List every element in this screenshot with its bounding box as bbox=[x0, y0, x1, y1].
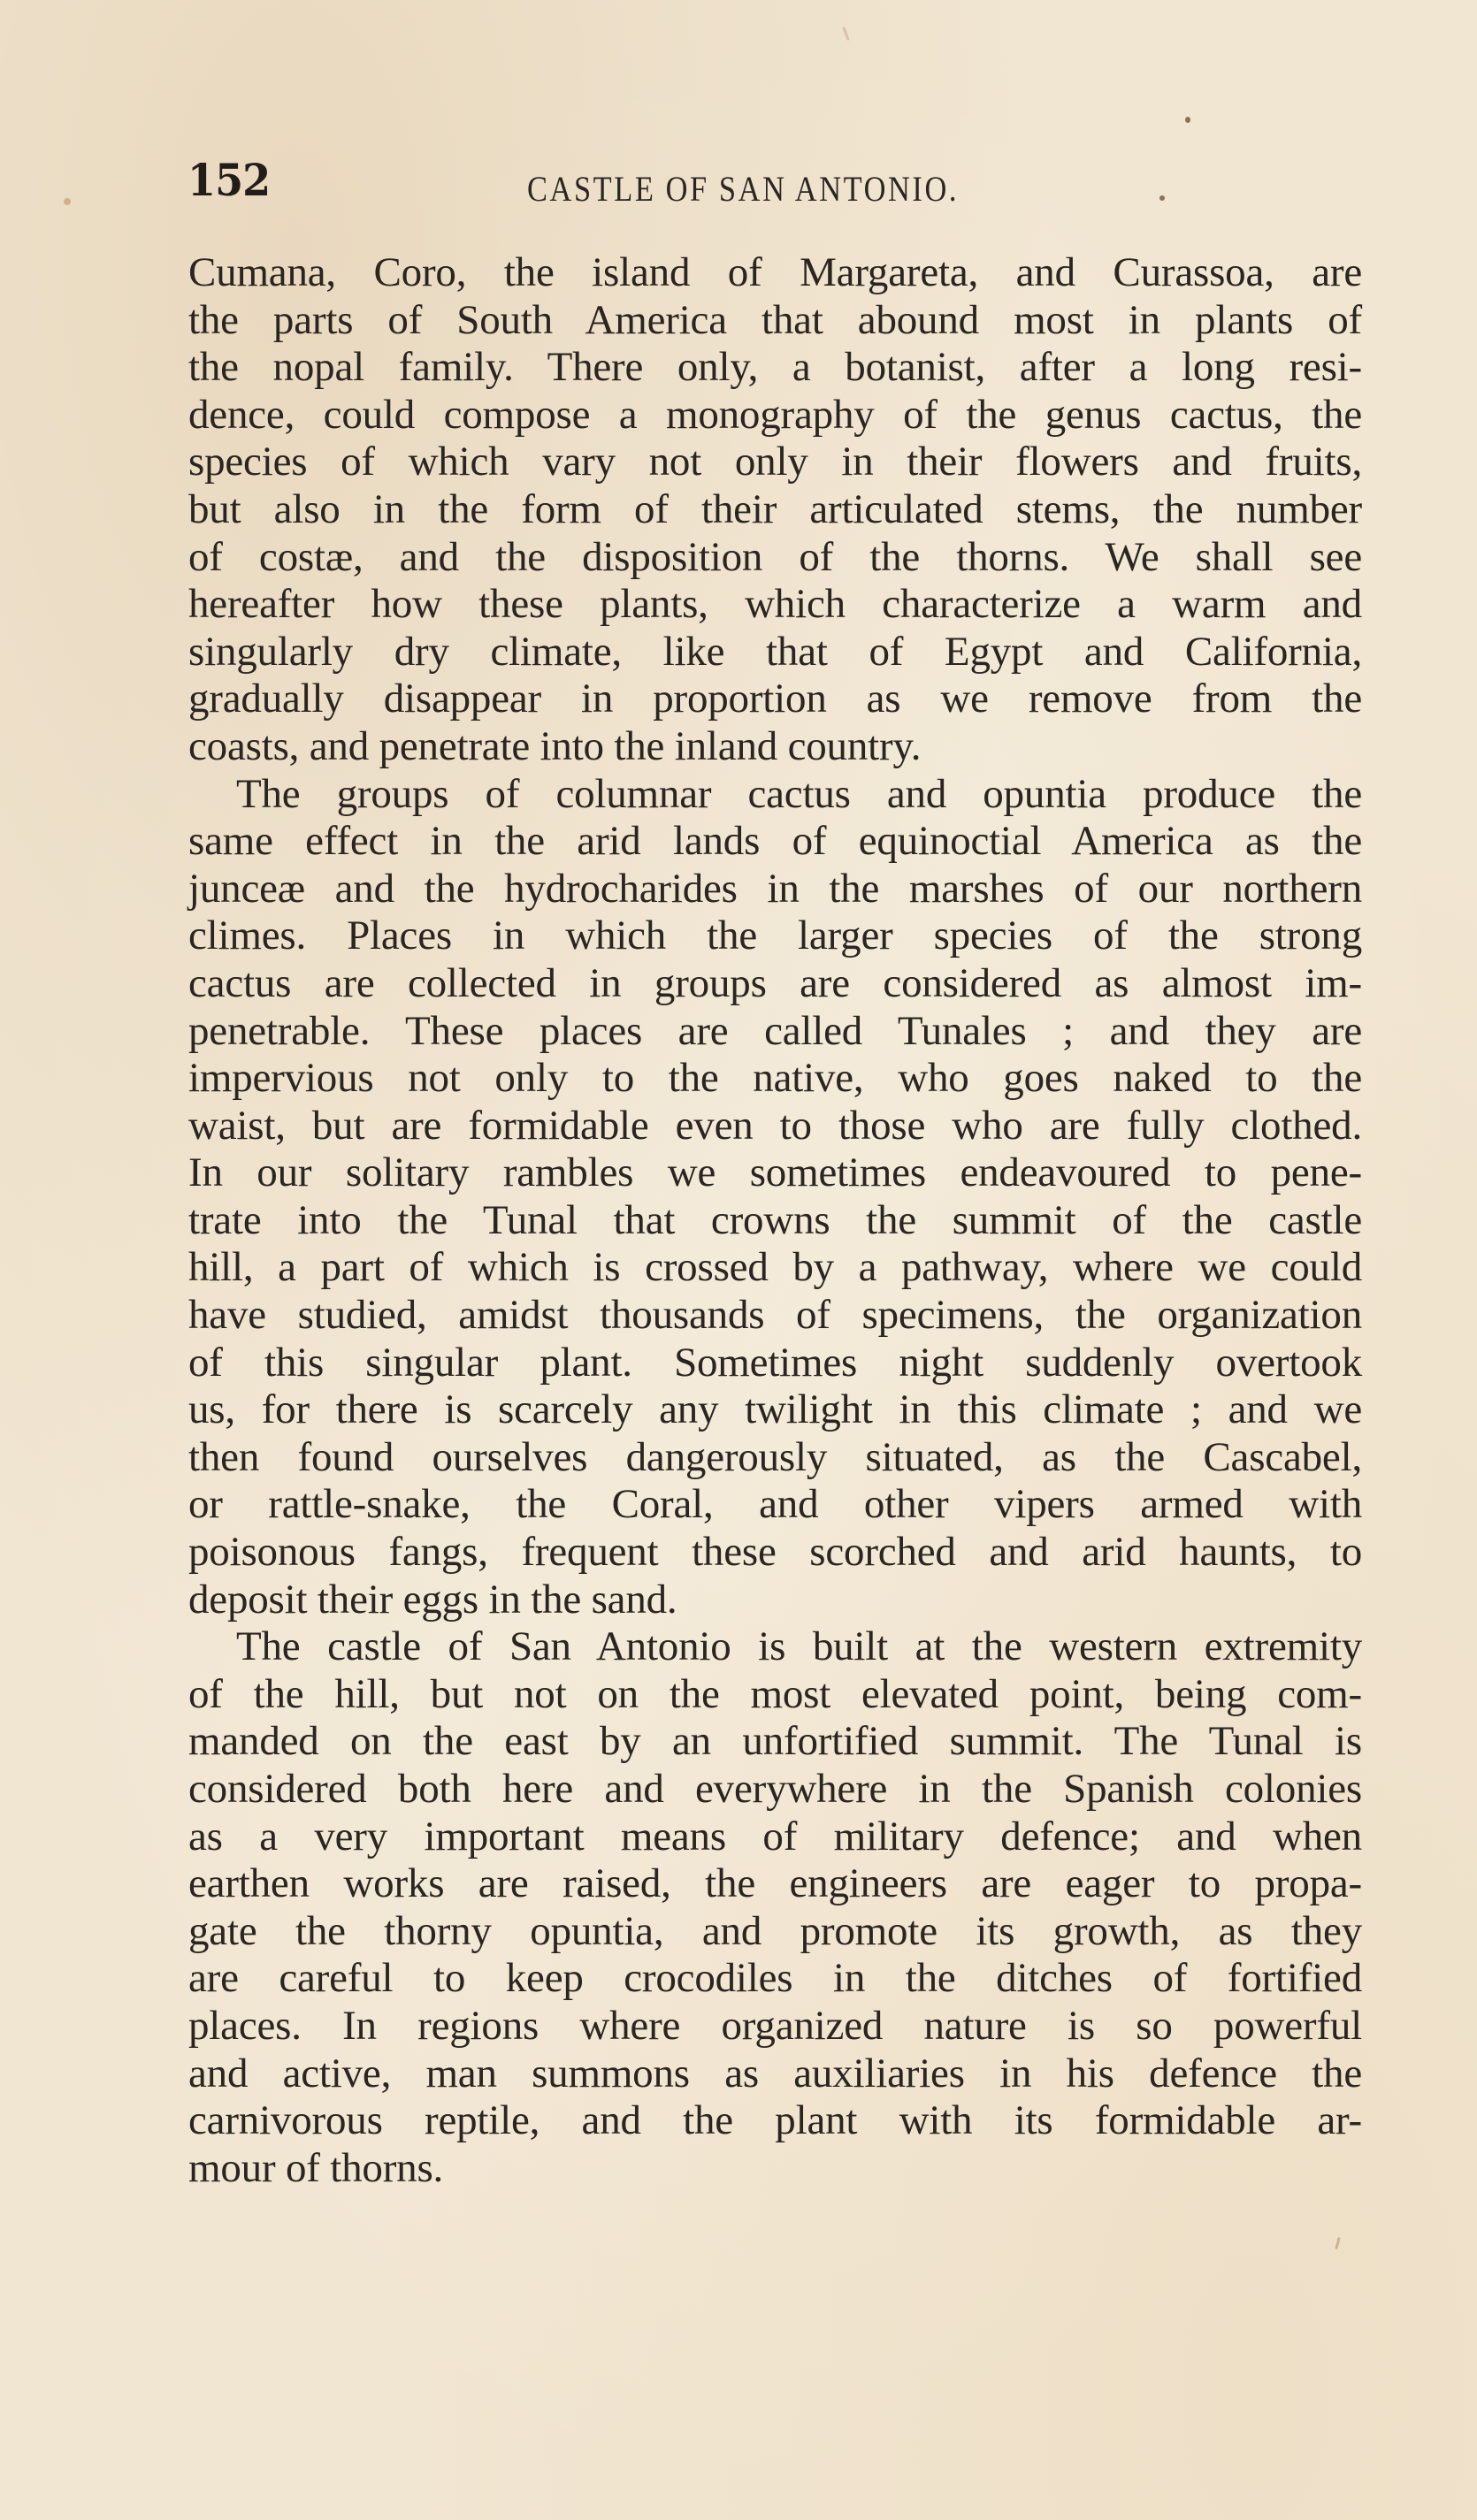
text-line: considered both here and everywhere in the Spanish colonies bbox=[188, 1766, 1362, 1812]
text-line: climes. Places in which the larger species of the strong bbox=[188, 913, 1362, 959]
body-text bbox=[188, 249, 1362, 2192]
text-line: are careful to keep crocodiles in the ditches of fortified bbox=[188, 1955, 1362, 2002]
paragraph bbox=[188, 249, 1362, 771]
text-line: coasts, and penetrate into the inland country. bbox=[188, 722, 922, 769]
text-line: as a very important means of military defence; and when bbox=[188, 1813, 1362, 1859]
text-line: junceæ and the hydrocharides in the marshes of our northern bbox=[188, 865, 1362, 912]
text-line: places. In regions where organized nature is so powerful bbox=[188, 2002, 1362, 2049]
paragraph bbox=[188, 771, 1362, 1624]
text-line: the nopal family. There only, a botanist, after a long resi- bbox=[188, 344, 1362, 391]
text-line: The castle of San Antonio is built at the western extremity bbox=[236, 1623, 1362, 1670]
text-line: of this singular plant. Sometimes night suddenly overtook bbox=[188, 1339, 1362, 1386]
text-line: dence, could compose a monography of the genus cactus, the bbox=[188, 391, 1362, 438]
text-line: singularly dry climate, like that of Egypt and California, bbox=[188, 628, 1362, 675]
text-line: but also in the form of their articulated stems, the number bbox=[188, 485, 1362, 532]
text-line: deposit their eggs in the sand. bbox=[188, 1576, 677, 1623]
paragraph bbox=[188, 1623, 1362, 2192]
paper-speck bbox=[1185, 117, 1190, 123]
page-number: 152 bbox=[187, 154, 271, 206]
text-line: of the hill, but not on the most elevated point, being com- bbox=[188, 1670, 1362, 1717]
text-line: the parts of South America that abound most in plants of bbox=[188, 296, 1362, 343]
text-line: cactus are collected in groups are considered as almost im- bbox=[188, 959, 1362, 1006]
text-line: The groups of columnar cactus and opuntia produce the bbox=[236, 770, 1362, 817]
paper-fleck bbox=[1335, 2237, 1341, 2249]
text-line: species of which vary not only in their flowers and fruits, bbox=[188, 439, 1362, 485]
paper-fleck bbox=[842, 27, 849, 41]
text-line: manded on the east by an unfortified summit. The Tunal is bbox=[188, 1718, 1362, 1765]
running-head bbox=[187, 150, 1362, 212]
text-line: have studied, amidst thousands of specimens, the organization bbox=[188, 1292, 1362, 1339]
text-line: earthen works are raised, the engineers are eager to propa- bbox=[188, 1860, 1362, 1907]
text-line: hereafter how these plants, which characterize a warm and bbox=[188, 581, 1362, 628]
text-line: poisonous fangs, frequent these scorched and arid haunts, to bbox=[188, 1529, 1362, 1576]
text-line: or rattle-snake, the Coral, and other vipers armed with bbox=[188, 1481, 1362, 1528]
text-line: and active, man summons as auxiliaries in his defence the bbox=[188, 2050, 1362, 2096]
text-line: penetrable. These places are called Tunales ; and they are bbox=[188, 1007, 1362, 1054]
text-line: hill, a part of which is crossed by a pathway, where we could bbox=[188, 1244, 1362, 1291]
text-line: gate the thorny opuntia, and promote its growth, as they bbox=[188, 1907, 1362, 1954]
text-line: In our solitary rambles we sometimes endeavoured to pene- bbox=[188, 1149, 1362, 1196]
text-line: trate into the Tunal that crowns the summit of the castle bbox=[188, 1196, 1362, 1243]
text-line: carnivorous reptile, and the plant with its formidable ar- bbox=[188, 2097, 1362, 2144]
text-line: then found ourselves dangerously situated, as the Cascabel, bbox=[188, 1433, 1362, 1480]
text-line: Cumana, Coro, the island of Margareta, and Curassoa, are bbox=[188, 249, 1362, 295]
paper-speck bbox=[64, 198, 71, 205]
text-line: gradually disappear in proportion as we remove from the bbox=[188, 676, 1362, 722]
text-line: impervious not only to the native, who goes naked to the bbox=[188, 1055, 1362, 1102]
text-line: mour of thorns. bbox=[188, 2144, 444, 2191]
text-line: us, for there is scarcely any twilight in this climate ; and we bbox=[188, 1386, 1362, 1433]
running-title: CASTLE OF SAN ANTONIO. bbox=[527, 169, 960, 209]
text-line: same effect in the arid lands of equinoctial America as the bbox=[188, 818, 1362, 865]
text-line: of costæ, and the disposition of the thorns. We shall see bbox=[188, 533, 1362, 580]
text-line: waist, but are formidable even to those who are fully clothed. bbox=[188, 1102, 1362, 1149]
